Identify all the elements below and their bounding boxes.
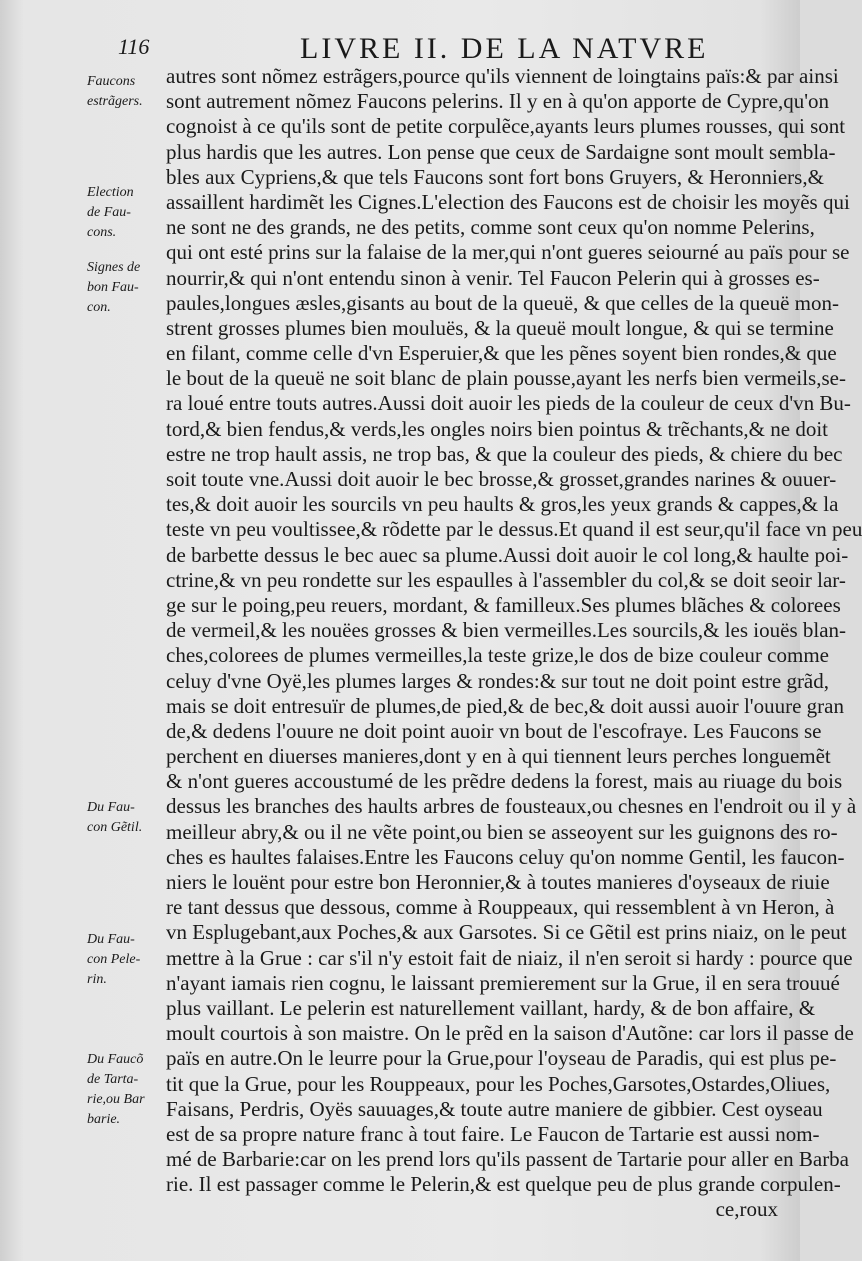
text-line: re tant dessus que dessous, comme à Rouppeaux, qui ressemblent à vn Heron, à	[166, 895, 835, 920]
margin-note-line: bon Fau-	[87, 280, 139, 295]
text-line: ctrine,& vn peu rondette sur les espaulles à l'assembler du col,& se doit seoir lar-	[166, 567, 846, 592]
text-line: cognoist à ce qu'ils sont de petite corpulẽce,ayants leurs plumes rousses, qui sont	[166, 114, 846, 139]
text-line: soit toute vne.Aussi doit auoir le bec brosse,& grosset,grandes narines & ouuer-	[166, 467, 837, 491]
text-line: celuy d'vne Oyë,les plumes larges & rondes:& sur tout ne doit point estre grãd,	[166, 668, 830, 693]
text-line: sont autrement nõmez Faucons pelerins. Il y en à qu'on apporte de Cypre,qu'on	[166, 89, 830, 114]
margin-note-line: Du Fau-	[87, 932, 135, 947]
text-line: teste vn peu voultissee,& rõdette par le dessus.Et quand il est seur,qu'il face vn peu	[166, 517, 862, 542]
text-line: ge sur le poing,peu reuers, mordant, & familleux.Ses plumes blãches & colorees	[166, 592, 841, 617]
margin-note-line: de Fau-	[87, 205, 131, 220]
body-text	[166, 64, 862, 1223]
margin-note-line: con.	[87, 300, 111, 315]
text-line: niers le louënt pour estre bon Heronnier,& à toutes manieres d'oyseaux de riuie	[166, 870, 830, 894]
margin-note-line: de Tarta-	[87, 1072, 139, 1087]
margin-note-faucons-estrangers	[87, 72, 157, 112]
margin-notes	[0, 0, 160, 1261]
text-line: de vermeil,& les nouëes grosses & bien vermeilles.Les sourcils,& les iouës blan-	[166, 618, 847, 643]
margin-note-line: con Pele-	[87, 952, 141, 967]
text-line: strent grosses plumes bien mouluës, & la queuë moult longue, & qui se termine	[166, 315, 834, 340]
text-line: païs en autre.On le leurre pour la Grue,pour l'oyseau de Paradis, qui est plus pe-	[166, 1046, 837, 1071]
margin-note-faucon-pelerin	[87, 930, 157, 990]
margin-note-line: cons.	[87, 225, 117, 240]
page-number: 116	[118, 34, 150, 59]
running-title: LIVRE II. DE LA NATVRE	[300, 32, 709, 65]
margin-note-line: Du Faucõ	[87, 1052, 144, 1067]
margin-note-line: rie,ou Bar	[87, 1092, 145, 1107]
text-line: mettre à la Grue : car s'il n'y estoit fait de niaiz, il n'en seroit si hardy : pource que	[166, 945, 853, 970]
text-line: bles aux Cypriens,& que tels Faucons sont fort bons Gruyers, & Heronniers,&	[166, 164, 824, 189]
text-line: ches,colorees de plumes vermeilles,la teste grize,le dos de bize couleur comme	[166, 643, 829, 668]
text-line: dessus les branches des haults arbres de fousteaux,ou chesnes en l'endroit ou il y à	[166, 794, 857, 819]
text-line: ches es haultes falaises.Entre les Faucons celuy qu'on nomme Gentil, les faucon-	[166, 844, 845, 869]
margin-note-line: Signes de	[87, 260, 141, 275]
text-line: moult courtois à son maistre. On le prẽd en la saison d'Autõne: car lors il passe de	[166, 1021, 854, 1046]
margin-note-election	[87, 183, 157, 243]
text-line: assaillent hardimẽt les Cignes.L'election des Faucons est de choisir les moyẽs qui	[166, 189, 850, 214]
text-line: autres sont nõmez estrãgers,pource qu'ils viennent de loingtains païs:& par ainsi	[166, 64, 839, 88]
text-line: paules,longues æsles,gisants au bout de la queuë, & que celles de la queuë mon-	[166, 290, 839, 315]
text-line: n'ayant iamais rien cognu, le laissant premierement sur la Grue, il en sera trouué	[166, 970, 840, 995]
text-line: mé de Barbarie:car on les prend lors qu'ils passent de Tartarie pour aller en Barba	[166, 1147, 850, 1172]
margin-note-faucon-gentil	[87, 798, 157, 838]
text-line: ne sont ne des grands, ne des petits, comme sont ceux qu'on nomme Pelerins,	[166, 215, 815, 240]
text-line: plus vaillant. Le pelerin est naturellement vaillant, hardy, & de bon affaire, &	[166, 995, 816, 1020]
text-line: ra loué entre touts autres.Aussi doit auoir les pieds de la couleur de ceux d'vn Bu-	[166, 391, 851, 416]
text-line: en filant, comme celle d'vn Esperuier,& que les pẽnes soyent bien rondes,& que	[166, 341, 837, 366]
text-line: plus hardis que les autres. Lon pense que ceux de Sardaigne sont moult sembla-	[166, 139, 836, 164]
margin-note-line: barie.	[87, 1112, 121, 1127]
margin-note-faucon-tartarie	[87, 1050, 157, 1130]
text-line: de barbette dessus le bec auec sa plume.Aussi doit auoir le col long,& haulte poi-	[166, 542, 849, 567]
text-line: tes,& doit auoir les sourcils vn peu haults & gros,les yeux grands & cappes,& la	[166, 492, 839, 517]
text-line: vn Esplugebant,aux Poches,& aux Garsotes. Si ce Gẽtil est prins niaiz, on le peut	[166, 920, 847, 945]
text-line: & n'ont gueres accoustumé de les prẽdre dedens la forest, mais au riuage du bois	[166, 769, 843, 794]
text-line: de,& dedens l'ouure ne doit point auoir vn bout de l'escofraye. Les Faucons se	[166, 718, 822, 743]
text-line: qui ont esté prins sur la falaise de la mer,qui n'ont gueres seiourné au païs pour se	[166, 240, 850, 265]
text-line: perchent en diuerses manieres,dont y en à qui tiennent leurs perches longuemẽt	[166, 744, 831, 769]
text-line: mais se doit entresuïr de plumes,de pied,& de bec,& doit aussi auoir l'ouure gran	[166, 693, 844, 718]
text-line: meilleur abry,& ou il ne vẽte point,ou bien se asseoyent sur les guignons des ro-	[166, 819, 838, 844]
catchword: ce,roux	[715, 1197, 778, 1222]
margin-note-line: Du Fau-	[87, 800, 135, 815]
text-line: est de sa propre nature franc à tout faire. Le Faucon de Tartarie est aussi nom-	[166, 1121, 820, 1146]
margin-note-line: Faucons	[87, 74, 136, 89]
margin-note-signes	[87, 258, 157, 318]
margin-note-line: con Gẽtil.	[87, 820, 143, 835]
text-line: rie. Il est passager comme le Pelerin,& est quelque peu de plus grande corpulen-	[166, 1172, 841, 1197]
margin-note-line: Election	[87, 185, 134, 200]
margin-note-line: rin.	[87, 972, 107, 987]
text-line: estre ne trop hault assis, ne trop bas, & que la couleur des pieds, & chiere du bec	[166, 441, 843, 466]
text-line: Faisans, Perdris, Oyës sauuages,& toute autre maniere de gibbier. Cest oyseau	[166, 1096, 823, 1121]
text-line: tit que la Grue, pour les Rouppeaux, pour les Poches,Garsotes,Ostardes,Oliues,	[166, 1071, 831, 1096]
margin-note-line: estrãgers.	[87, 94, 143, 109]
text-line: le bout de la queuë ne soit blanc de plain pousse,ayant les nerfs bien vermeils,se-	[166, 366, 846, 391]
text-line: tord,& bien fendus,& verds,les ongles noirs bien pointus & trẽchants,& ne doit	[166, 416, 828, 441]
text-line: nourrir,& qui n'ont entendu sinon à venir. Tel Faucon Pelerin qui à grosses es-	[166, 265, 820, 290]
